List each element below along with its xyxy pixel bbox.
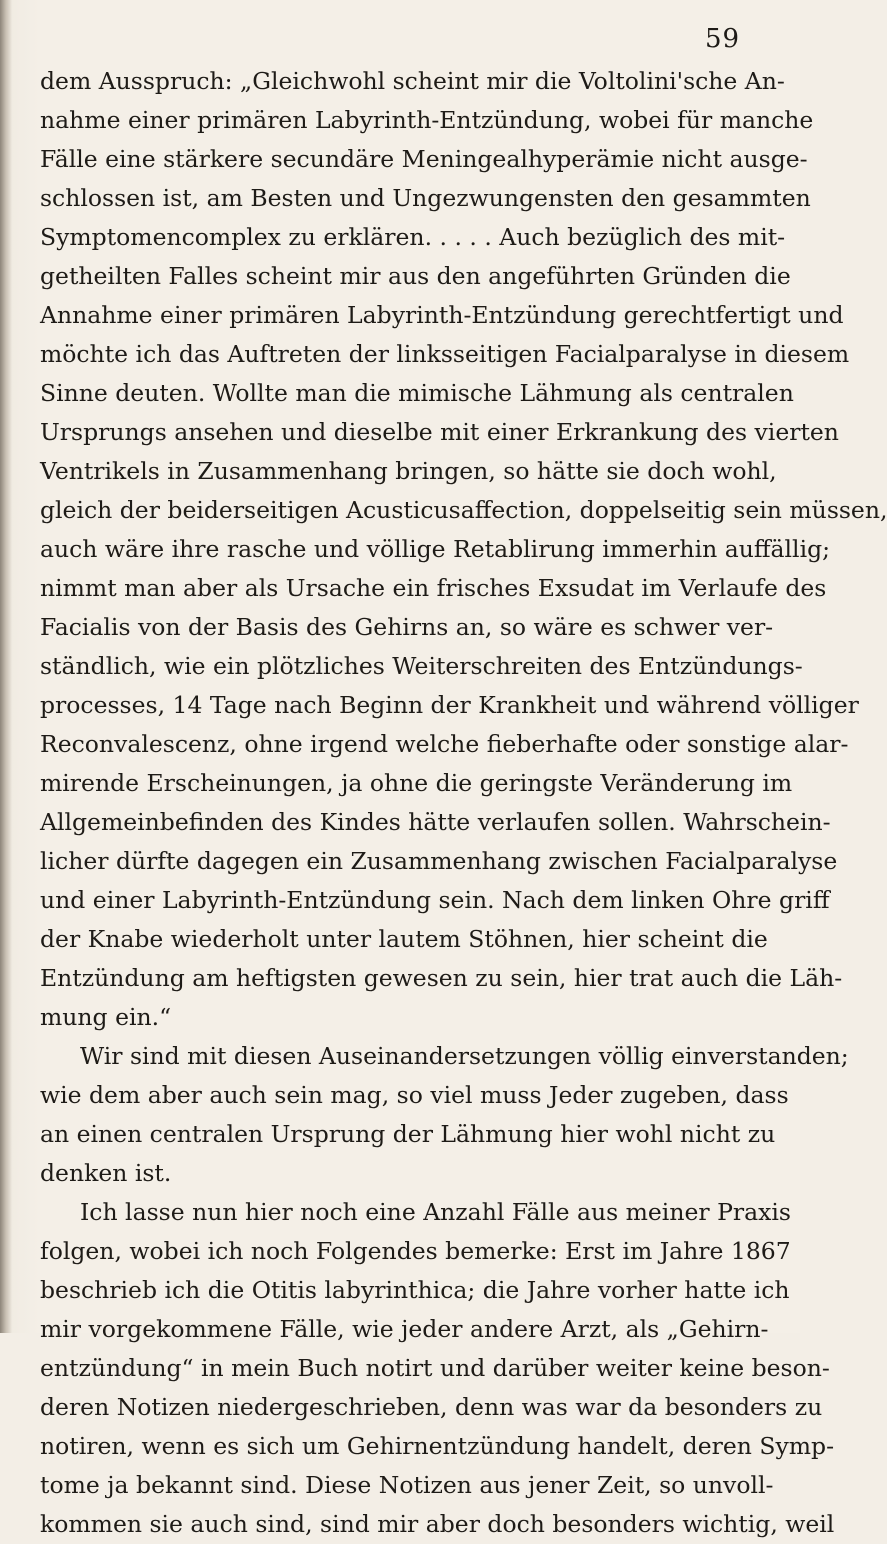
paragraph-agreement bbox=[40, 1037, 849, 1193]
text-line: mung ein.“ bbox=[40, 1003, 172, 1031]
text-line: tome ja bekannt sind. Diese Notizen aus jener Zeit, so unvoll- bbox=[40, 1471, 774, 1499]
text-line: notiren, wenn es sich um Gehirnentzündung handelt, deren Symp- bbox=[40, 1432, 835, 1460]
text-line: Annahme einer primären Labyrinth-Entzündung gerechtfertigt und bbox=[40, 301, 844, 329]
text-line: ständlich, wie ein plötzliches Weiterschreiten des Entzündungs- bbox=[40, 652, 803, 680]
text-line: wie dem aber auch sein mag, so viel muss Jeder zugeben, dass bbox=[40, 1081, 789, 1109]
text-line: schlossen ist, am Besten und Ungezwungensten den gesammten bbox=[40, 184, 811, 212]
text-line: Symptomencomplex zu erklären. . . . . Auch bezüglich des mit- bbox=[40, 223, 786, 251]
text-line: und einer Labyrinth-Entzündung sein. Nach dem linken Ohre griff bbox=[40, 886, 830, 914]
text-line: beschrieb ich die Otitis labyrinthica; die Jahre vorher hatte ich bbox=[40, 1276, 790, 1304]
paragraph-quote-end bbox=[40, 62, 887, 1037]
text-line: Fälle eine stärkere secundäre Meningealhyperämie nicht ausge- bbox=[40, 145, 808, 173]
text-line: Ursprungs ansehen und dieselbe mit einer Erkrankung des vierten bbox=[40, 418, 839, 446]
text-line: entzündung“ in mein Buch notirt und darüber weiter keine beson- bbox=[40, 1354, 830, 1382]
text-line: der Knabe wiederholt unter lautem Stöhnen, hier scheint die bbox=[40, 925, 768, 953]
text-line: Wir sind mit diesen Auseinandersetzungen völlig einverstanden; bbox=[80, 1042, 849, 1070]
text-line: getheilten Falles scheint mir aus den angeführten Gründen die bbox=[40, 262, 791, 290]
text-line: gleich der beiderseitigen Acusticusaffection, doppelseitig sein müssen, bbox=[40, 496, 887, 524]
text-line: processes, 14 Tage nach Beginn der Krankheit und während völliger bbox=[40, 691, 859, 719]
text-line: Sinne deuten. Wollte man die mimische Lähmung als centralen bbox=[40, 379, 794, 407]
text-line: Entzündung am heftigsten gewesen zu sein, hier trat auch die Läh- bbox=[40, 964, 843, 992]
text-line: denken ist. bbox=[40, 1159, 172, 1187]
text-line: Ventrikels in Zusammenhang bringen, so hätte sie doch wohl, bbox=[40, 457, 777, 485]
text-line: nimmt man aber als Ursache ein frisches Exsudat im Verlaufe des bbox=[40, 574, 827, 602]
text-line: Reconvalescenz, ohne irgend welche fieberhafte oder sonstige alar- bbox=[40, 730, 849, 758]
body-text bbox=[40, 62, 887, 1544]
text-line: nahme einer primären Labyrinth-Entzündung, wobei für manche bbox=[40, 106, 814, 134]
text-line: auch wäre ihre rasche und völlige Retablirung immerhin auffällig; bbox=[40, 535, 831, 563]
text-line: kommen sie auch sind, sind mir aber doch besonders wichtig, weil bbox=[40, 1510, 835, 1538]
paragraph-cases bbox=[40, 1193, 835, 1544]
text-line: folgen, wobei ich noch Folgendes bemerke: Erst im Jahre 1867 bbox=[40, 1237, 791, 1265]
text-line: mirende Erscheinungen, ja ohne die geringste Veränderung im bbox=[40, 769, 793, 797]
page-number: 59 bbox=[705, 24, 741, 54]
text-line: Allgemeinbefinden des Kindes hätte verlaufen sollen. Wahrschein- bbox=[40, 808, 831, 836]
text-line: Ich lasse nun hier noch eine Anzahl Fälle aus meiner Praxis bbox=[80, 1198, 791, 1226]
text-line: Facialis von der Basis des Gehirns an, so wäre es schwer ver- bbox=[40, 613, 774, 641]
text-line: licher dürfte dagegen ein Zusammenhang zwischen Facialparalyse bbox=[40, 847, 838, 875]
text-line: möchte ich das Auftreten der linksseitigen Facialparalyse in diesem bbox=[40, 340, 850, 368]
text-line: dem Ausspruch: „Gleichwohl scheint mir die Voltolini'sche An- bbox=[40, 67, 785, 95]
text-line: mir vorgekommene Fälle, wie jeder andere Arzt, als „Gehirn- bbox=[40, 1315, 769, 1343]
binding-gutter bbox=[0, 0, 12, 1333]
text-line: an einen centralen Ursprung der Lähmung hier wohl nicht zu bbox=[40, 1120, 776, 1148]
text-line: deren Notizen niedergeschrieben, denn was war da besonders zu bbox=[40, 1393, 823, 1421]
